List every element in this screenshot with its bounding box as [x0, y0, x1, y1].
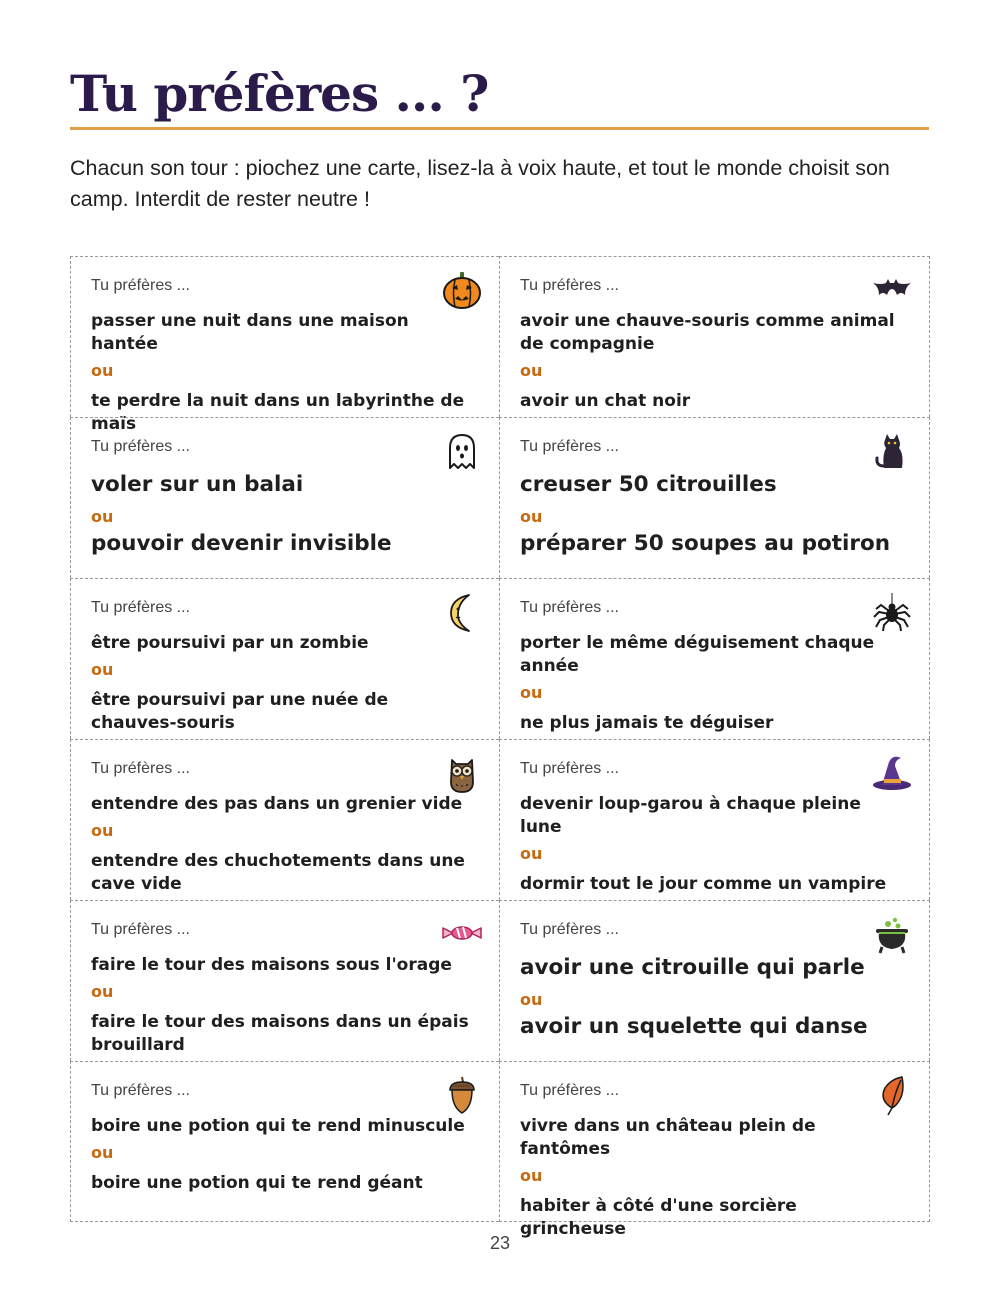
card-body — [520, 471, 903, 558]
option-two: préparer 50 soupes au potiron — [520, 531, 891, 556]
card-body — [91, 954, 473, 1057]
card-lead: Tu préfères ... — [91, 438, 190, 455]
or-label: ou — [91, 507, 114, 526]
card-lead: Tu préfères ... — [520, 599, 619, 616]
question-card — [70, 739, 499, 900]
card-lead: Tu préfères ... — [520, 921, 619, 938]
option-two: te perdre la nuit dans un labyrinthe de maïs — [91, 391, 465, 434]
cauldron-icon — [871, 913, 913, 955]
question-card — [499, 417, 930, 578]
moon-icon — [441, 591, 483, 633]
question-card — [499, 1061, 930, 1239]
option-one: boire une potion qui te rend minuscule — [91, 1116, 465, 1136]
or-label: ou — [91, 821, 114, 840]
card-lead: Tu préfères ... — [520, 1082, 619, 1099]
question-card — [499, 739, 930, 900]
question-card — [70, 900, 499, 1061]
black-cat-icon — [871, 430, 913, 472]
question-card — [70, 1061, 499, 1222]
pumpkin-icon — [441, 269, 483, 311]
or-label: ou — [520, 844, 543, 863]
card-lead: Tu préfères ... — [520, 277, 619, 294]
intro-paragraph: Chacun son tour : piochez une carte, lisez-la à voix haute, et tout le monde choisit son camp. Interdit de rester neutre ! — [70, 156, 890, 211]
option-one: entendre des pas dans un grenier vide — [91, 794, 463, 814]
owl-icon — [441, 752, 483, 794]
option-one: creuser 50 citrouilles — [520, 472, 777, 497]
spider-icon — [871, 591, 913, 633]
or-label: ou — [91, 361, 114, 380]
card-body — [91, 471, 473, 558]
or-label: ou — [520, 990, 543, 1009]
option-two: avoir un squelette qui danse — [520, 1014, 868, 1039]
or-label: ou — [520, 1166, 543, 1185]
card-body — [520, 793, 903, 896]
page-title: Tu préfères ... ? — [70, 64, 489, 123]
option-two: ne plus jamais te déguiser — [520, 713, 774, 733]
card-lead: Tu préfères ... — [91, 599, 190, 616]
card-body — [91, 632, 473, 735]
card-body — [520, 310, 903, 413]
page-number: 23 — [489, 1233, 511, 1253]
option-two: pouvoir devenir invisible — [91, 531, 392, 556]
or-label: ou — [91, 1143, 114, 1162]
card-lead: Tu préfères ... — [91, 277, 190, 294]
option-one: être poursuivi par un zombie — [91, 633, 369, 653]
card-lead: Tu préfères ... — [520, 438, 619, 455]
option-two: habiter à côté d'une sorcière grincheuse — [520, 1196, 797, 1239]
option-one: passer une nuit dans une maison hantée — [91, 311, 409, 354]
option-one: porter le même déguisement chaque année — [520, 633, 875, 676]
acorn-icon — [441, 1074, 483, 1116]
option-two: avoir un chat noir — [520, 391, 691, 411]
ghost-icon — [441, 430, 483, 472]
option-one: devenir loup-garou à chaque pleine lune — [520, 794, 861, 837]
or-label: ou — [520, 683, 543, 702]
title-divider — [70, 127, 929, 130]
option-two: entendre des chuchotements dans une cave vide — [91, 851, 465, 894]
option-one: voler sur un balai — [91, 472, 304, 497]
or-label: ou — [91, 982, 114, 1001]
question-card — [499, 256, 930, 417]
option-two: faire le tour des maisons dans un épais brouillard — [91, 1012, 469, 1055]
card-grid — [70, 256, 930, 1239]
bat-icon — [871, 269, 913, 311]
or-label: ou — [91, 660, 114, 679]
question-card — [70, 256, 499, 434]
card-body — [91, 793, 473, 896]
candy-icon — [441, 913, 483, 955]
question-card — [499, 578, 930, 739]
card-lead: Tu préfères ... — [91, 921, 190, 938]
card-body — [520, 632, 903, 735]
witch-hat-icon — [871, 752, 913, 794]
option-two: dormir tout le jour comme un vampire — [520, 874, 887, 894]
option-two: être poursuivi par une nuée de chauves-souris — [91, 690, 389, 733]
question-card — [70, 417, 499, 578]
leaf-icon — [871, 1074, 913, 1116]
or-label: ou — [520, 507, 543, 526]
option-one: faire le tour des maisons sous l'orage — [91, 955, 452, 975]
card-body — [520, 954, 903, 1041]
question-card — [499, 900, 930, 1061]
option-one: vivre dans un château plein de fantômes — [520, 1116, 816, 1159]
card-body — [520, 1115, 903, 1241]
card-lead: Tu préfères ... — [91, 760, 190, 777]
option-two: boire une potion qui te rend géant — [91, 1173, 423, 1193]
option-one: avoir une chauve-souris comme animal de compagnie — [520, 311, 895, 354]
card-lead: Tu préfères ... — [91, 1082, 190, 1099]
card-body — [91, 1115, 473, 1195]
or-label: ou — [520, 361, 543, 380]
option-one: avoir une citrouille qui parle — [520, 955, 865, 980]
question-card — [70, 578, 499, 739]
card-lead: Tu préfères ... — [520, 760, 619, 777]
